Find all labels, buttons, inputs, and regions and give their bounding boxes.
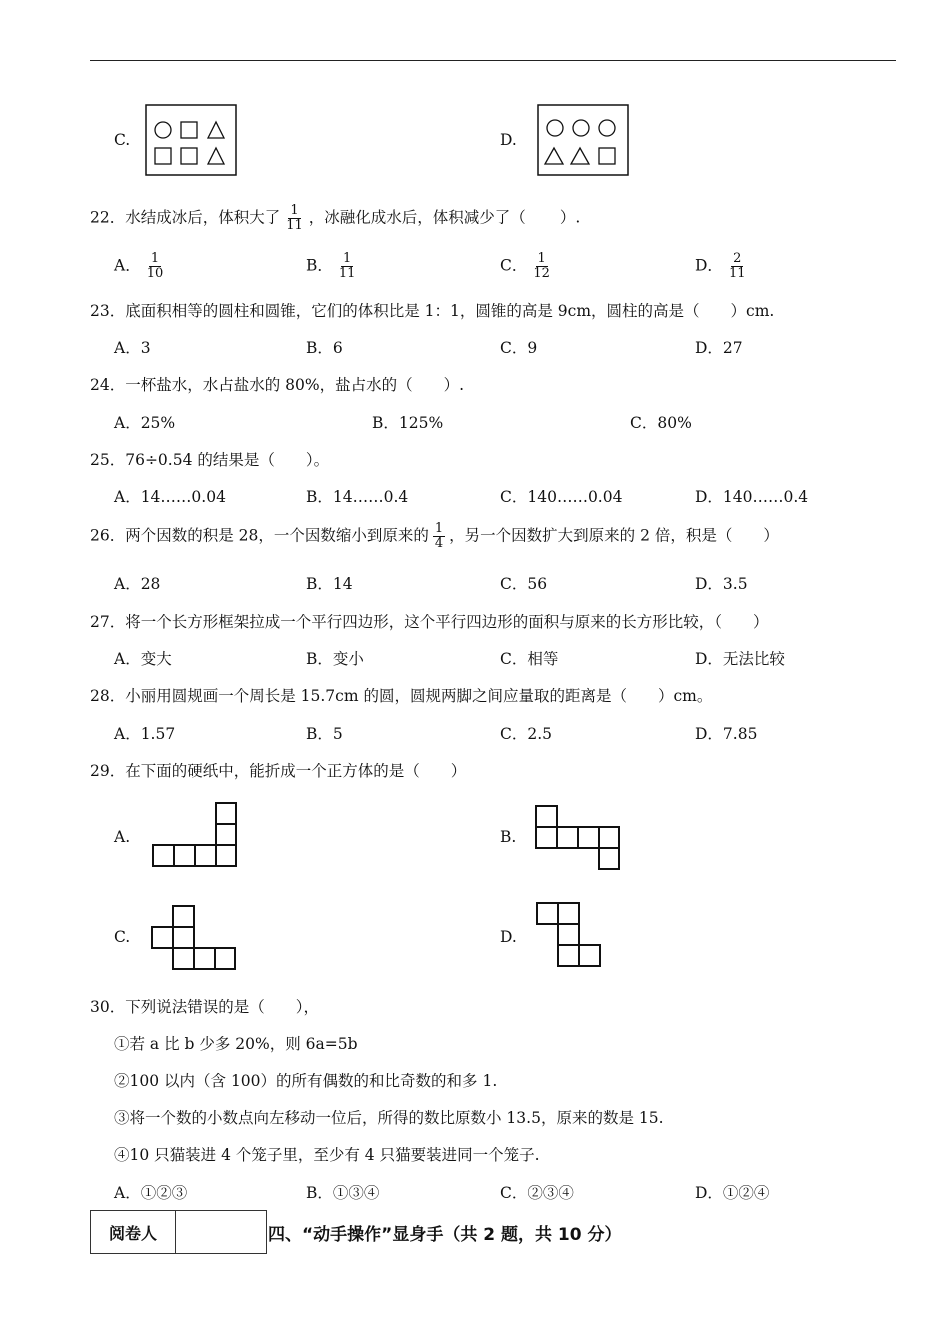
- q29-net-a[interactable]: [152, 802, 238, 868]
- question-27: 27．将一个长方形框架拉成一个平行四边形，这个平行四边形的面积与原来的长方形比较，（ ）: [90, 613, 769, 631]
- scorer-blank-cell[interactable]: [176, 1211, 267, 1254]
- q26-text-a: 26．两个因数的积是 28，一个因数缩小到原来的: [90, 526, 429, 545]
- frac-den: 10: [146, 266, 164, 281]
- q26-fraction: [433, 522, 445, 551]
- q25-option-d[interactable]: D．140……0.4: [695, 488, 809, 506]
- q25-option-b[interactable]: B．14……0.4: [306, 488, 409, 506]
- q29-option-d-letter[interactable]: D.: [500, 928, 517, 946]
- scorer-label: 阅卷人: [91, 1211, 176, 1254]
- q24-option-a[interactable]: A．25%: [114, 414, 176, 432]
- q24-option-b[interactable]: B．125%: [372, 414, 444, 432]
- q22-opt-a-frac: [145, 252, 166, 281]
- q30-statement-4: ④10 只猫装进 4 个笼子里，至少有 4 只猫要装进同一个笼子.: [114, 1146, 540, 1164]
- question-30: 30．下列说法错误的是（ ），: [90, 998, 319, 1016]
- q23-option-b[interactable]: B．6: [306, 339, 343, 357]
- q26-option-d[interactable]: D．3.5: [695, 575, 748, 593]
- q21-option-d-letter: D.: [500, 131, 517, 149]
- frac-num: 1: [150, 251, 160, 266]
- q29-option-b-letter[interactable]: B.: [500, 828, 517, 846]
- q29-net-c[interactable]: [151, 905, 237, 971]
- frac-num: 2: [733, 251, 742, 266]
- q27-option-d[interactable]: D．无法比较: [695, 650, 785, 668]
- q23-option-c[interactable]: C．9: [500, 339, 538, 357]
- q29-net-d[interactable]: [536, 902, 602, 968]
- q23-option-d[interactable]: D．27: [695, 339, 743, 357]
- header-rule: [90, 60, 896, 61]
- q27-option-b[interactable]: B．变小: [306, 650, 364, 668]
- q30-option-c[interactable]: C．②③④: [500, 1184, 574, 1202]
- question-29: 29．在下面的硬纸中，能折成一个正方体的是（ ）: [90, 762, 467, 780]
- question-25: 25．76÷0.54 的结果是（ ）。: [90, 451, 330, 469]
- frac-num: 1: [343, 251, 352, 266]
- q28-option-d[interactable]: D．7.85: [695, 725, 758, 743]
- q22-frac-num: 1: [290, 203, 299, 218]
- frac-den: 11: [338, 266, 356, 281]
- q24-option-c[interactable]: C．80%: [630, 414, 692, 432]
- q26-option-b[interactable]: B．14: [306, 575, 353, 593]
- q30-statement-1: ①若 a 比 b 少多 20%，则 6a=5b: [114, 1035, 358, 1053]
- q21-figure-d[interactable]: [537, 104, 629, 176]
- q30-statement-2: ②100 以内（含 100）的所有偶数的和比奇数的和多 1.: [114, 1072, 498, 1090]
- frac-den: 12: [533, 266, 550, 281]
- question-22: [90, 204, 580, 233]
- q29-net-b[interactable]: [535, 805, 621, 871]
- frac-num: 1: [434, 521, 444, 536]
- q22-opt-d-frac: [727, 252, 748, 281]
- q30-option-d[interactable]: D．①②④: [695, 1184, 770, 1202]
- q22-fraction: [284, 204, 305, 233]
- q27-option-a[interactable]: A．变大: [114, 650, 172, 668]
- q26-text-b: ，另一个因数扩大到原来的 2 倍，积是（ ）: [449, 526, 779, 545]
- question-28: 28．小丽用圆规画一个周长是 15.7cm 的圆，圆规两脚之间应量取的距离是（ ）cm。: [90, 687, 713, 705]
- q28-option-a[interactable]: A．1.57: [114, 725, 176, 743]
- q21-option-c-letter: C.: [114, 131, 131, 149]
- q29-option-c-letter[interactable]: C.: [114, 928, 131, 946]
- q22-opt-c-frac: [531, 252, 552, 281]
- q30-option-a[interactable]: A．①②③: [114, 1184, 188, 1202]
- q22-option-a[interactable]: [114, 252, 169, 281]
- q30-option-b[interactable]: B．①③④: [306, 1184, 380, 1202]
- q26-option-a[interactable]: A．28: [114, 575, 161, 593]
- q25-option-a[interactable]: A．14……0.04: [114, 488, 226, 506]
- q22-opt-b-frac: [337, 252, 358, 281]
- q22-opt-d-letter: D．: [695, 256, 723, 275]
- q26-option-c[interactable]: C．56: [500, 575, 548, 593]
- q22-opt-c-letter: C．: [500, 256, 528, 275]
- section-4-title: 四、“动手操作”显身手（共 2 题，共 10 分）: [268, 1225, 622, 1245]
- q28-option-b[interactable]: B．5: [306, 725, 343, 743]
- question-26: [90, 522, 779, 551]
- q22-option-b[interactable]: [306, 252, 361, 281]
- q22-text-c: ）.: [559, 208, 581, 227]
- frac-den: 11: [728, 266, 746, 281]
- scorer-table: [90, 1210, 267, 1254]
- q22-opt-b-letter: B．: [306, 256, 333, 275]
- q29-option-a-letter[interactable]: A.: [114, 828, 131, 846]
- q22-option-c[interactable]: [500, 252, 556, 281]
- q22-number: 22．: [90, 208, 126, 227]
- frac-num: 1: [537, 251, 546, 266]
- q30-statement-3: ③将一个数的小数点向左移动一位后，所得的数比原数小 13.5，原来的数是 15.: [114, 1109, 664, 1127]
- question-24: 24．一杯盐水，水占盐水的 80%，盐占水的（ ）.: [90, 376, 465, 394]
- q27-option-c[interactable]: C．相等: [500, 650, 559, 668]
- q22-opt-a-letter: A．: [114, 256, 141, 275]
- frac-den: 4: [434, 536, 444, 551]
- question-23: 23．底面积相等的圆柱和圆锥，它们的体积比是 1：1，圆锥的高是 9cm，圆柱的高是（ ）cm.: [90, 302, 775, 320]
- q22-frac-den: 11: [286, 218, 303, 233]
- q25-option-c[interactable]: C．140……0.04: [500, 488, 623, 506]
- q22-text-a: 水结成冰后，体积大了: [125, 208, 281, 227]
- q22-text-b: ，冰融化成水后，体积减少了（: [308, 208, 526, 227]
- q23-option-a[interactable]: A．3: [114, 339, 151, 357]
- q28-option-c[interactable]: C．2.5: [500, 725, 553, 743]
- q21-figure-c[interactable]: [145, 104, 237, 176]
- q22-option-d[interactable]: [695, 252, 751, 281]
